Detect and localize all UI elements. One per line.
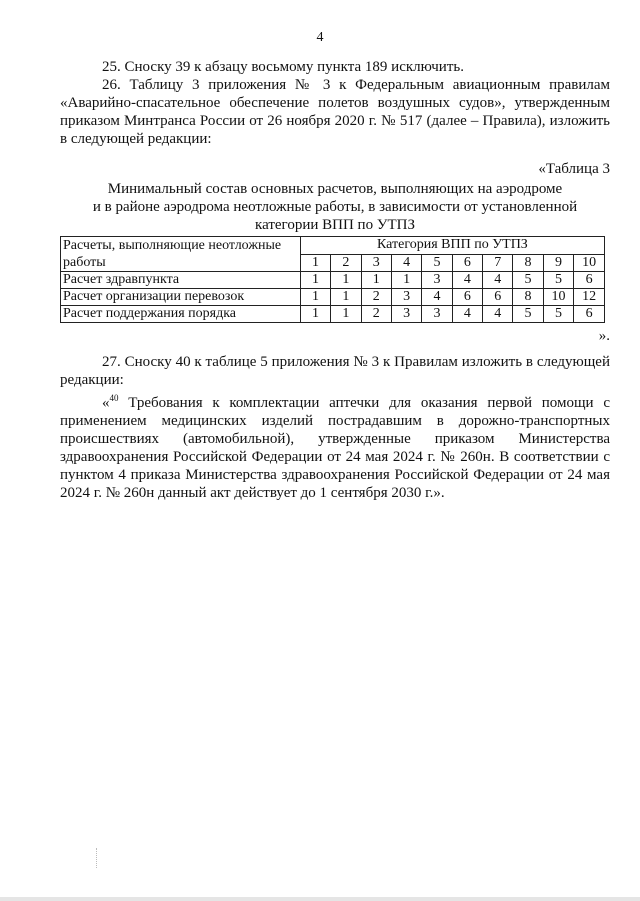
table-cell: 1 [300,306,330,323]
crew-table [60,236,605,323]
table-cell: 4 [452,272,482,289]
footnote-number: 40 [109,393,119,403]
category-header: 5 [422,254,452,272]
footnote-40 [60,389,610,502]
table-cell: 3 [422,306,452,323]
category-header: 7 [483,254,513,272]
item-25: 25. Сноску 39 к абзацу восьмому пункта 189 исключить. [102,59,464,75]
category-header: 9 [543,254,574,272]
caption-line: категории ВПП по УТПЗ [255,217,415,233]
table-cell: 5 [543,306,574,323]
caption-line: Минимальный состав основных расчетов, выполняющих на аэродроме [107,181,563,197]
document-body [60,58,610,502]
table-cell: 4 [422,289,452,306]
category-header: 6 [452,254,482,272]
table-cell: 1 [300,289,330,306]
footnote-open-quote: « [102,395,110,411]
table-cell: 2 [361,289,391,306]
footnote-text: Требования к комплектации аптечки для оказания первой помощи с применением медицинских изделий пострадавшим в дорожно-транспортных происшествиях (автомобильной), утвержденные приказом Министерства здравоохранения Российской Федерации от 24 мая 2024 г. № 260н. В соответствии с пунктом 4 приказа Министерства здравоохранения Российской Федерации от 24 мая 2024 г. № 260н данный акт действует до 1 сентября 2030 г.». [60,395,610,501]
table-cell: 1 [391,272,421,289]
table-cell: 3 [391,289,421,306]
table-closing-quote: ». [598,328,610,344]
item-27: 27. Сноску 40 к таблице 5 приложения № 3 к Правилам изложить в следующей редакции: [60,354,610,388]
table-cell: 10 [543,289,574,306]
category-header: 8 [513,254,543,272]
table-cell: 4 [483,306,513,323]
category-header: 4 [391,254,421,272]
header-crews: Расчеты, выполняющие неотложные работы [61,237,301,272]
table-cell: 6 [574,306,605,323]
table-row [61,289,605,306]
table-cell: 1 [331,289,361,306]
table-cell: 4 [483,272,513,289]
row-name: Расчет здравпункта [61,272,301,289]
table-cell: 5 [543,272,574,289]
table-cell: 6 [483,289,513,306]
category-header: 1 [300,254,330,272]
item-26: 26. Таблицу 3 приложения № 3 к Федеральным авиационным правилам «Аварийно-спасательное обеспечение полетов воздушных судов», утвержденным приказом Минтранса России от 26 ноября 2020 г. № 517 (далее – Правила), изложить в следующей редакции: [60,77,610,147]
category-header: 2 [331,254,361,272]
table-cell: 4 [452,306,482,323]
category-header: 10 [574,254,605,272]
table-cell: 6 [574,272,605,289]
category-header: 3 [361,254,391,272]
header-category-group: Категория ВПП по УТПЗ [300,237,604,255]
caption-line: и в районе аэродрома неотложные работы, в зависимости от установленной [92,199,578,215]
table-caption [60,180,610,234]
table-cell: 1 [331,272,361,289]
table-cell: 1 [300,272,330,289]
page-number: 4 [316,30,324,45]
table-cell: 3 [422,272,452,289]
table-header-row [61,237,605,255]
table-cell: 8 [513,289,543,306]
row-name: Расчет поддержания порядка [61,306,301,323]
table-cell: 2 [361,306,391,323]
scan-mark [96,848,103,868]
table-row [61,306,605,323]
table-cell: 3 [391,306,421,323]
table-row [61,272,605,289]
table-cell: 5 [513,272,543,289]
table-cell: 5 [513,306,543,323]
table-cell: 1 [331,306,361,323]
table-cell: 12 [574,289,605,306]
table-label: «Таблица 3 [538,161,610,177]
scan-edge [0,897,640,901]
table-cell: 1 [361,272,391,289]
row-name: Расчет организации перевозок [61,289,301,306]
table-cell: 6 [452,289,482,306]
